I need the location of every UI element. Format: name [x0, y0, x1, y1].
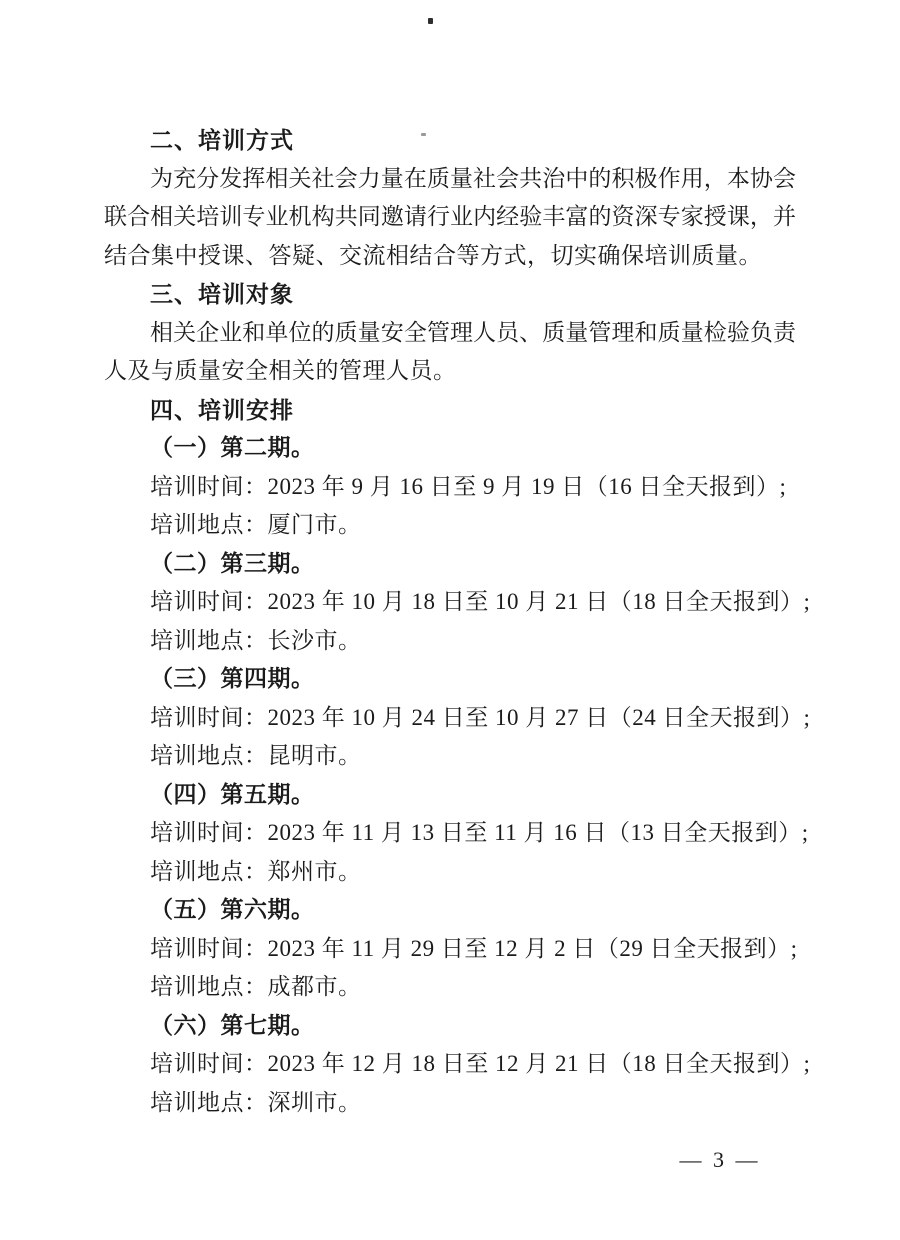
session-3-time: 培训时间：2023 年 10 月 24 日至 10 月 27 日（24 日全天报到）;: [150, 704, 811, 730]
training-method-paragraph-line-2: 联合相关培训专业机构共同邀请行业内经验丰富的资深专家授课，并: [104, 204, 796, 229]
document-content: [104, 121, 811, 1122]
session-6-time: 培训时间：2023 年 12 月 18 日至 12 月 21 日（18 日全天报到）;: [150, 1051, 811, 1076]
session-3-label: （三）第四期。: [150, 666, 315, 691]
scan-speck: [428, 18, 433, 24]
session-3-place: 培训地点：昆明市。: [150, 743, 362, 768]
session-5-time: 培训时间：2023 年 11 月 29 日至 12 月 2 日（29 日全天报到）;: [150, 935, 798, 961]
session-1-time: 培训时间：2023 年 9 月 16 日至 9 月 19 日（16 日全天报到）;: [150, 473, 787, 499]
session-2-time: 培训时间：2023 年 10 月 18 日至 10 月 21 日（18 日全天报到）;: [150, 589, 811, 614]
training-audience-paragraph-line-1: 相关企业和单位的质量安全管理人员、质量管理和质量检验负责: [150, 319, 796, 345]
training-audience-paragraph-line-2: 人及与质量安全相关的管理人员。: [104, 358, 457, 383]
session-2-label: （二）第三期。: [150, 550, 315, 576]
session-2-place: 培训地点：长沙市。: [150, 627, 362, 653]
section-training-method-heading: 二、培训方式: [150, 127, 294, 153]
session-4-time: 培训时间：2023 年 11 月 13 日至 11 月 16 日（13 日全天报到）;: [150, 820, 809, 845]
session-6-place: 培训地点：深圳市。: [150, 1089, 362, 1115]
page-number: — 3 —: [679, 1147, 761, 1172]
session-4-label: （四）第五期。: [150, 781, 315, 807]
session-6-label: （六）第七期。: [150, 1012, 315, 1038]
training-method-paragraph-line-3: 结合集中授课、答疑、交流相结合等方式，切实确保培训质量。: [104, 242, 762, 268]
session-1-place: 培训地点：厦门市。: [150, 512, 362, 537]
section-training-audience-heading: 三、培训对象: [150, 281, 294, 307]
session-5-label: （五）第六期。: [150, 897, 315, 922]
training-method-paragraph-line-1: 为充分发挥相关社会力量在质量社会共治中的积极作用，本协会: [150, 165, 796, 191]
session-5-place: 培训地点：成都市。: [150, 974, 362, 999]
session-1-label: （一）第二期。: [150, 435, 315, 460]
section-training-schedule-heading: 四、培训安排: [150, 396, 294, 423]
session-4-place: 培训地点：郑州市。: [150, 858, 362, 884]
